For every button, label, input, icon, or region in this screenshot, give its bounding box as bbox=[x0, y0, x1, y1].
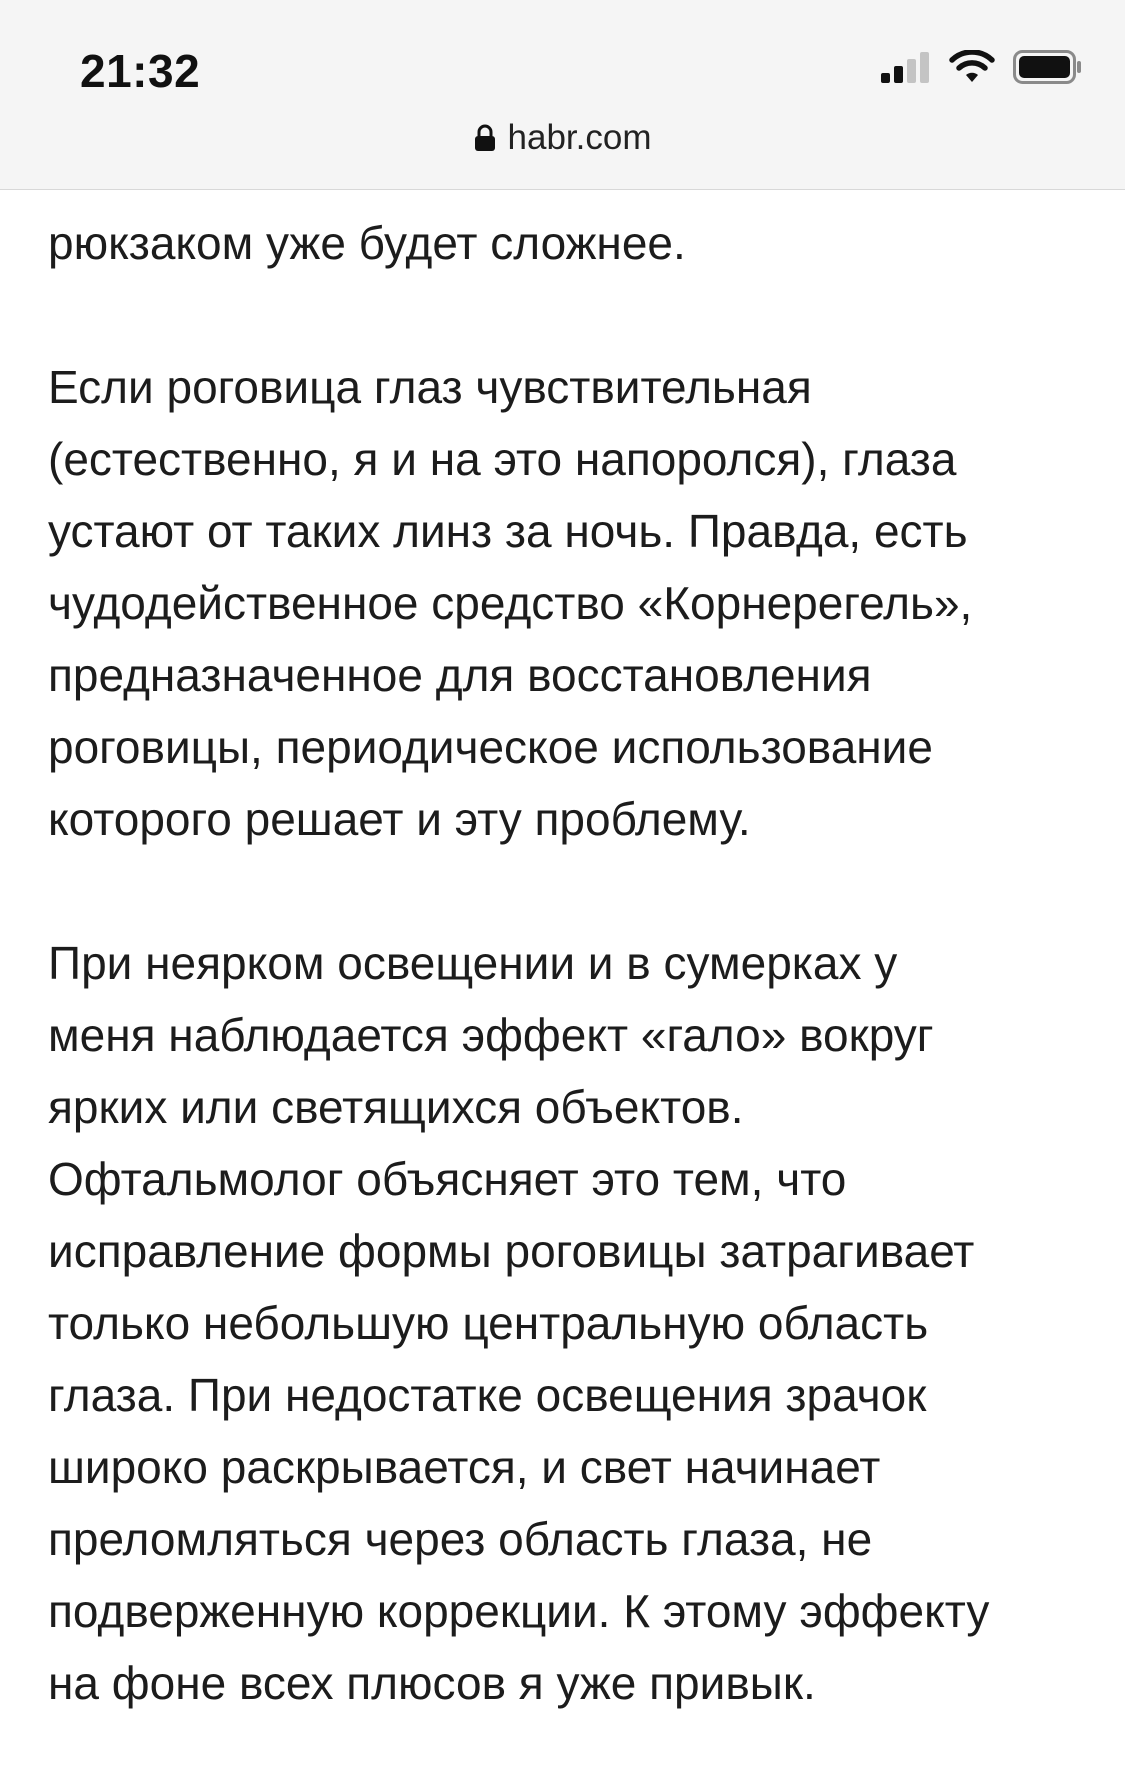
paragraph-line: При неярком освещении и в сумерках у bbox=[48, 937, 898, 989]
cellular-signal-icon bbox=[881, 51, 931, 83]
paragraph bbox=[48, 351, 1088, 855]
paragraph-line: Офтальмолог объясняет это тем, что bbox=[48, 1153, 847, 1205]
browser-top-bar bbox=[0, 0, 1125, 190]
paragraph-line: только небольшую центральную область bbox=[48, 1297, 929, 1349]
paragraph bbox=[48, 207, 1088, 279]
paragraph-line: исправление формы роговицы затрагивает bbox=[48, 1225, 975, 1277]
paragraph-line: меня наблюдается эффект «гало» вокруг bbox=[48, 1009, 934, 1061]
paragraph-line: подверженную коррекции. К этому эффекту bbox=[48, 1585, 990, 1637]
lock-icon bbox=[474, 124, 496, 152]
paragraph-line: преломляться через область глаза, не bbox=[48, 1513, 873, 1565]
paragraph-line: на фоне всех плюсов я уже привык. bbox=[48, 1657, 816, 1709]
url-text: habr.com bbox=[507, 118, 652, 157]
paragraph-line: роговицы, периодическое использование bbox=[48, 721, 933, 773]
status-time: 21:32 bbox=[80, 45, 201, 97]
address-bar[interactable] bbox=[0, 118, 1125, 158]
paragraph-line: рюкзаком уже будет сложнее. bbox=[48, 217, 686, 269]
paragraph-line: чудодейственное средство «Корнерегель», bbox=[48, 577, 973, 629]
paragraph-line: глаза. При недостатке освещения зрачок bbox=[48, 1369, 927, 1421]
paragraph-line: ярких или светящихся объектов. bbox=[48, 1081, 744, 1133]
paragraph-line: которого решает и эту проблему. bbox=[48, 793, 751, 845]
paragraph-line: предназначенное для восстановления bbox=[48, 649, 872, 701]
paragraph bbox=[48, 927, 1088, 1719]
paragraph-line: (естественно, я и на это напоролся), глаза bbox=[48, 433, 957, 485]
paragraph-line: широко раскрывается, и свет начинает bbox=[48, 1441, 881, 1493]
paragraph-line: устают от таких линз за ночь. Правда, есть bbox=[48, 505, 968, 557]
article-body bbox=[48, 150, 1088, 1719]
battery-icon bbox=[1013, 50, 1083, 84]
status-icons bbox=[881, 50, 1083, 84]
paragraph-line: Если роговица глаз чувствительная bbox=[48, 361, 812, 413]
wifi-icon bbox=[949, 50, 995, 84]
